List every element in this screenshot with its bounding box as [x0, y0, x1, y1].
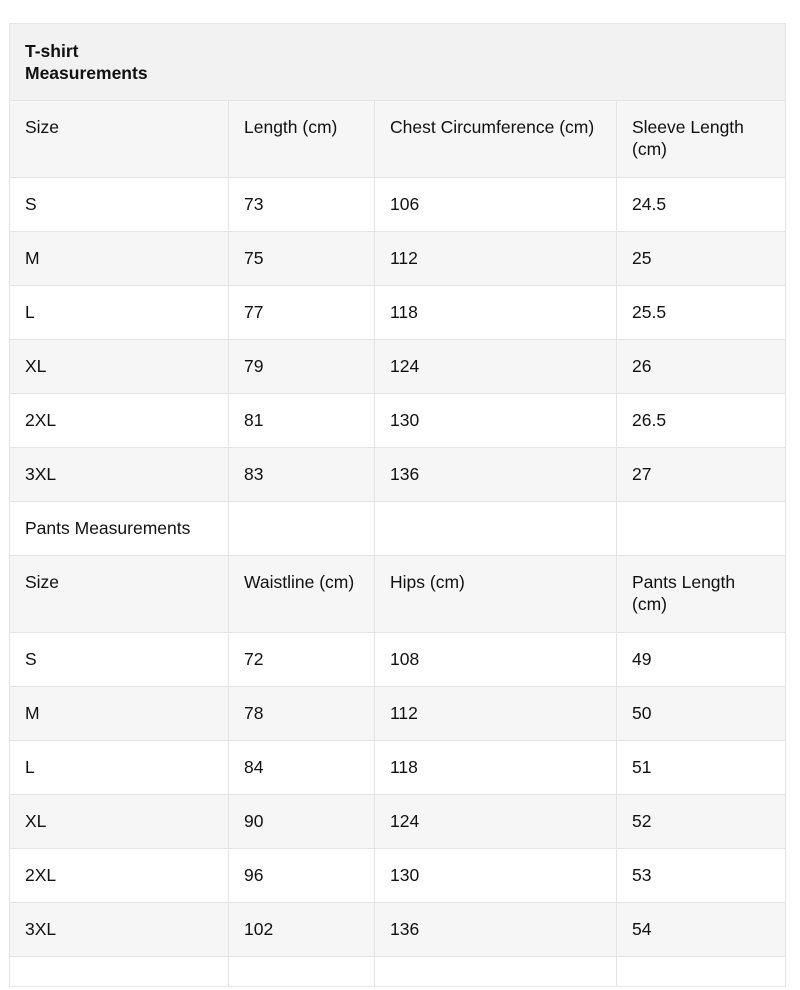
column-header: Hips (cm)	[375, 556, 617, 633]
table-cell: 108	[375, 633, 617, 687]
table-cell: 2XL	[10, 849, 229, 903]
column-header: Length (cm)	[229, 101, 375, 178]
table-cell: 112	[375, 232, 617, 286]
column-header: Size	[10, 556, 229, 633]
table-cell: 25	[617, 232, 786, 286]
table-cell	[617, 502, 786, 556]
table-cell: 51	[617, 741, 786, 795]
table-cell	[229, 502, 375, 556]
table-cell: 49	[617, 633, 786, 687]
table-row	[10, 178, 786, 232]
tshirt-header-row	[10, 101, 786, 178]
column-header: Chest Circumference (cm)	[375, 101, 617, 178]
table-cell	[617, 957, 786, 987]
table-cell: 25.5	[617, 286, 786, 340]
table-cell: 26.5	[617, 394, 786, 448]
table-cell: M	[10, 232, 229, 286]
column-header: Waistline (cm)	[229, 556, 375, 633]
table-cell: S	[10, 178, 229, 232]
table-row	[10, 903, 786, 957]
table-cell: 124	[375, 795, 617, 849]
table-row	[10, 633, 786, 687]
table-cell: 84	[229, 741, 375, 795]
tshirt-title: T-shirt Measurements	[25, 41, 148, 83]
table-row	[10, 448, 786, 502]
table-row	[10, 741, 786, 795]
table-cell: M	[10, 687, 229, 741]
table-cell: XL	[10, 340, 229, 394]
table-cell: 52	[617, 795, 786, 849]
table-cell: L	[10, 741, 229, 795]
table-cell	[229, 957, 375, 987]
table-cell: 27	[617, 448, 786, 502]
table-cell	[10, 957, 229, 987]
table-cell: 54	[617, 903, 786, 957]
table-cell: 130	[375, 394, 617, 448]
table-cell: 26	[617, 340, 786, 394]
table-cell: XL	[10, 795, 229, 849]
size-chart	[9, 23, 785, 987]
table-cell: 77	[229, 286, 375, 340]
table-cell: 112	[375, 687, 617, 741]
table-cell: 72	[229, 633, 375, 687]
table-cell: 130	[375, 849, 617, 903]
table-cell: 83	[229, 448, 375, 502]
table-cell: 2XL	[10, 394, 229, 448]
pants-title: Pants Measurements	[10, 502, 229, 556]
table-cell: S	[10, 633, 229, 687]
table-cell: 102	[229, 903, 375, 957]
table-cell: 3XL	[10, 448, 229, 502]
table-row	[10, 232, 786, 286]
table-cell: 73	[229, 178, 375, 232]
table-cell: 90	[229, 795, 375, 849]
table-cell: 75	[229, 232, 375, 286]
table-cell: 3XL	[10, 903, 229, 957]
table-cell: 78	[229, 687, 375, 741]
table-cell: 50	[617, 687, 786, 741]
table-cell: 53	[617, 849, 786, 903]
table-cell: 136	[375, 903, 617, 957]
pants-header-row	[10, 556, 786, 633]
tshirt-title-cell	[10, 24, 786, 101]
column-header: Sleeve Length (cm)	[617, 101, 786, 178]
table-cell	[375, 957, 617, 987]
table-row	[10, 795, 786, 849]
table-cell: 96	[229, 849, 375, 903]
tshirt-title-row	[10, 24, 786, 101]
table-row	[10, 340, 786, 394]
table-cell: 24.5	[617, 178, 786, 232]
column-header: Size	[10, 101, 229, 178]
column-header: Pants Length (cm)	[617, 556, 786, 633]
table-row	[10, 849, 786, 903]
table-cell: 81	[229, 394, 375, 448]
empty-row	[10, 957, 786, 987]
table-cell: 124	[375, 340, 617, 394]
table-cell: 118	[375, 741, 617, 795]
table-cell: 136	[375, 448, 617, 502]
table-cell: 79	[229, 340, 375, 394]
table-row	[10, 687, 786, 741]
table-cell: 118	[375, 286, 617, 340]
table-row	[10, 394, 786, 448]
table-cell: L	[10, 286, 229, 340]
measurements-table	[9, 23, 786, 987]
pants-title-row	[10, 502, 786, 556]
table-row	[10, 286, 786, 340]
table-cell: 106	[375, 178, 617, 232]
table-cell	[375, 502, 617, 556]
